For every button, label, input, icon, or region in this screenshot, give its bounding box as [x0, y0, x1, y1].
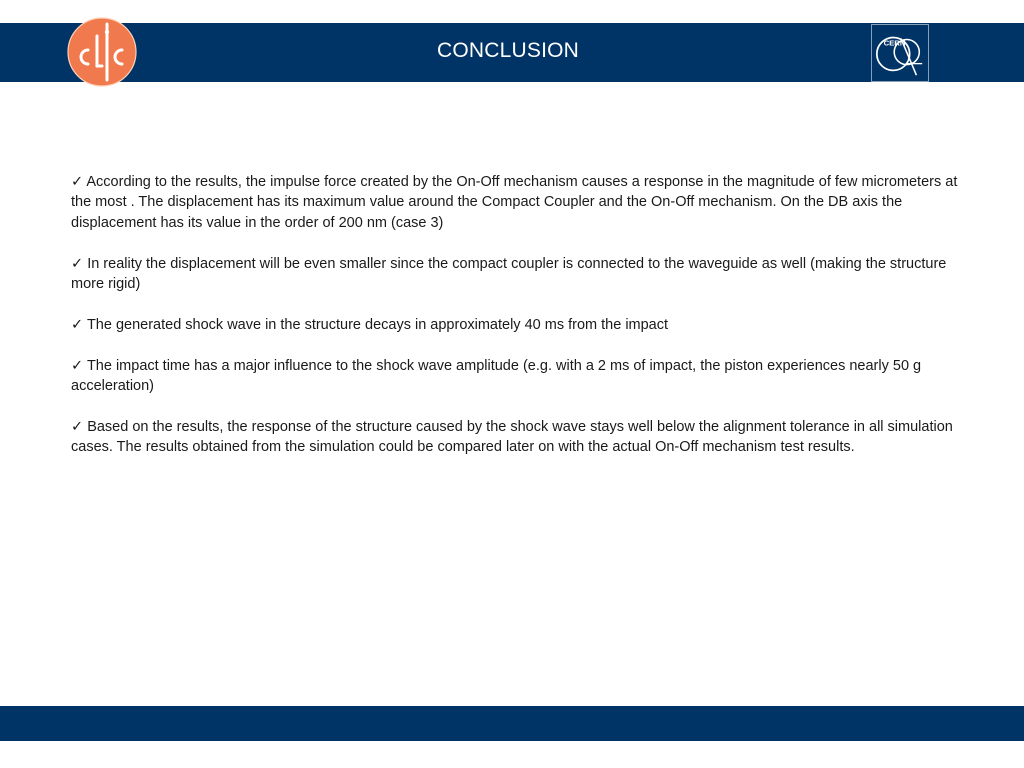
bullet-text: The generated shock wave in the structure decays in approximately 40 ms from the impact — [86, 316, 669, 333]
bullet-item — [71, 254, 963, 295]
footer-bar — [0, 706, 1024, 741]
svg-text:CERN: CERN — [883, 38, 906, 48]
bullet-item — [71, 172, 963, 233]
bullet-text: Based on the results, the response of the structure caused by the shock wave stays well below the alignment tolerance in all simulation cases. The results obtained from the simulation could be compared later on with the actual On-Off mechanism test results. — [71, 418, 953, 456]
bullet-list — [71, 172, 963, 478]
bullet-item — [71, 417, 963, 458]
bullet-item — [71, 315, 963, 335]
checkmark-icon: ✓ — [71, 255, 84, 272]
checkmark-icon: ✓ — [71, 316, 84, 333]
bullet-item — [71, 356, 963, 397]
bullet-text: According to the results, the impulse force created by the On-Off mechanism causes a response in the magnitude of few micrometers at the most . The displacement has its maximum value around the Compact Coupler and the On-Off mechanism. On the DB axis the displacement has its value in the order of 200 nm (case 3) — [71, 174, 958, 231]
cern-logo — [871, 24, 929, 82]
checkmark-icon: ✓ — [71, 418, 84, 435]
bullet-text: In reality the displacement will be even smaller since the compact coupler is connected to the waveguide as well (making the structure more rigid) — [71, 255, 947, 293]
checkmark-icon: ✓ — [71, 174, 84, 190]
bullet-text: The impact time has a major influence to the shock wave amplitude (e.g. with a 2 ms of impact, the piston experiences nearly 50 g acceleration) — [71, 357, 922, 395]
slide-title: CONCLUSION — [436, 39, 580, 62]
checkmark-icon: ✓ — [71, 357, 84, 374]
clic-logo — [66, 16, 138, 88]
